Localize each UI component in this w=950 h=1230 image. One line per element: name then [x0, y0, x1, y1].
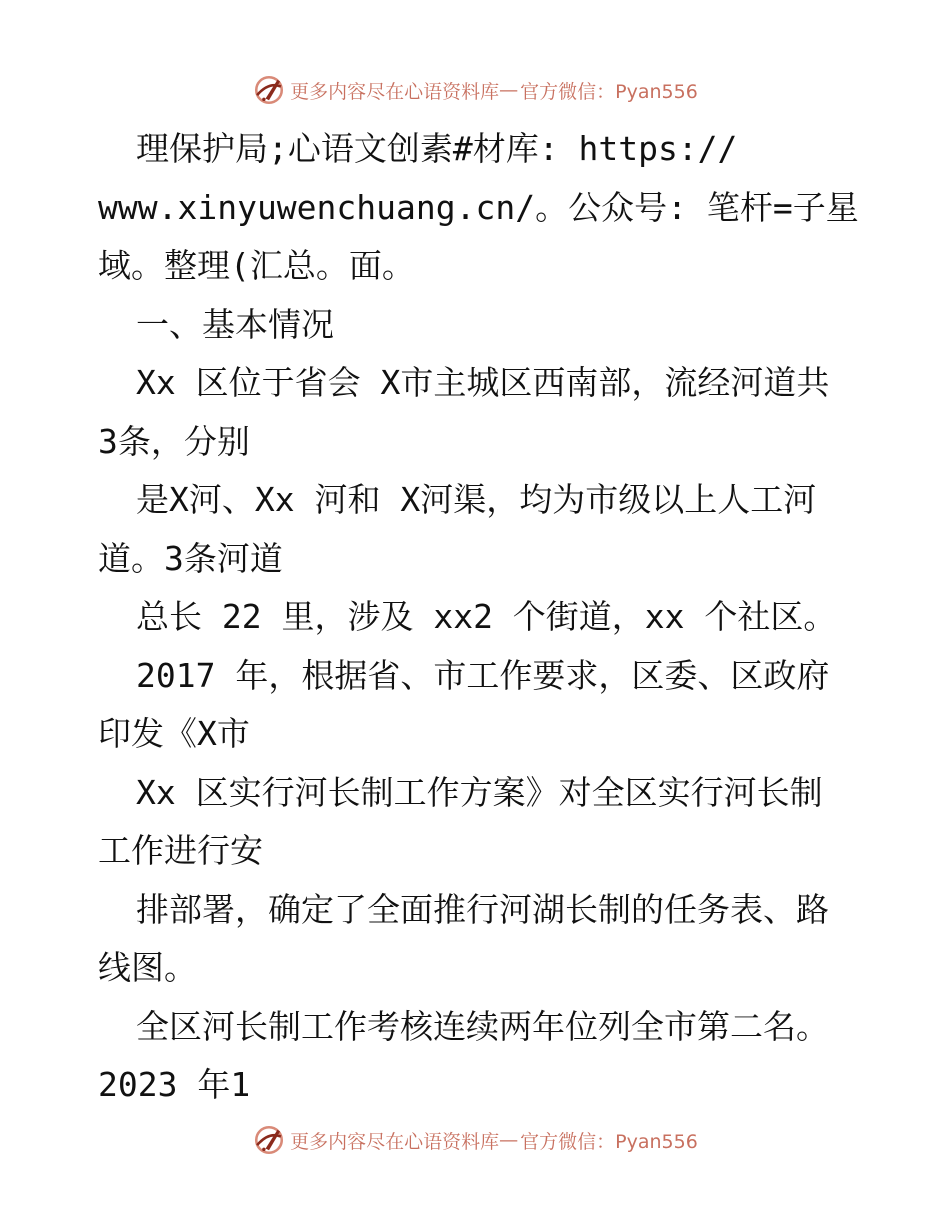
- footer-banner: [0, 1120, 950, 1160]
- text-line: 理保护局;心语文创素#材库: https://: [136, 129, 738, 168]
- text-line: 排部署，确定了全面推行河湖长制的任务表、路: [136, 889, 829, 929]
- text-line: Xx 区实行河长制工作方案》对全区实行河长制: [136, 772, 823, 812]
- text-line: 印发《X市: [98, 714, 250, 753]
- text-line: 道。3条河道: [98, 538, 283, 578]
- header-banner-dash: —: [499, 79, 519, 101]
- text-line: 工作进行安: [98, 831, 263, 870]
- footer-banner-text: 更多内容尽在心语资料库: [290, 1130, 500, 1153]
- text-line: 域。整理(汇总。面。: [98, 246, 415, 285]
- text-line: 2017 年，根据省、市工作要求，区委、区政府: [136, 655, 830, 695]
- body-text: [98, 120, 858, 1115]
- footer-banner-dash: —: [499, 1129, 519, 1151]
- text-line: 是X河、Xx 河和 X河渠，均为市级以上人工河: [136, 480, 817, 519]
- text-line: 3条，分别: [98, 421, 250, 461]
- text-line: 总长 22 里，涉及 xx2 个街道，xx 个社区。: [136, 597, 837, 636]
- text-line: 线图。: [98, 948, 197, 987]
- footer-banner-wechat: 官方微信：Pyan556: [520, 1130, 698, 1153]
- pen-logo-icon: [252, 1123, 286, 1157]
- header-banner: [0, 70, 950, 110]
- pen-logo-icon: [252, 73, 286, 107]
- text-line: www.xinyuwenchuang.cn/。公众号: 笔杆=子星: [98, 187, 859, 227]
- text-line: Xx 区位于省会 X市主城区西南部，流经河道共: [136, 363, 830, 402]
- header-banner-wechat: 官方微信：Pyan556: [520, 80, 698, 103]
- header-banner-text: 更多内容尽在心语资料库: [290, 80, 500, 103]
- section-heading: 一、基本情况: [136, 304, 334, 344]
- text-line: 全区河长制工作考核连续两年位列全市第二名。: [136, 1006, 829, 1046]
- text-line: 2023 年1: [98, 1065, 251, 1104]
